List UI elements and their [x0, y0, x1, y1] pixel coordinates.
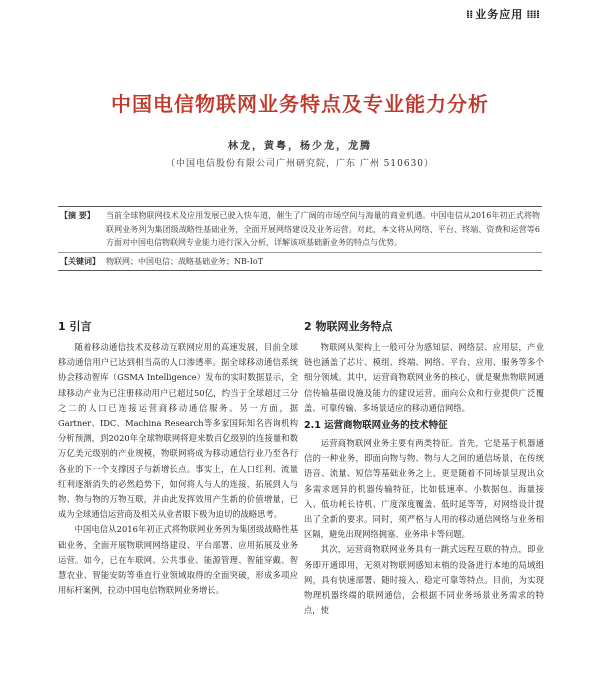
subsection-2-1-heading: 2.1 运营商物联网业务的技术特征	[304, 420, 448, 432]
subsection-2-1-paragraph-2: 其次，运营商物联网业务具有一跳式远程互联的特点，即业务即开通即用，无须对物联网感知末梢的设备进行本地的局域组网，具有快速部署、随时接入、稳定可靠等特点。目前，为实现物理机器终端的联网通信，会根据不同业务场景业务需求的特点，使	[304, 544, 544, 616]
section-1-heading: 1 引言	[58, 320, 92, 333]
right-column	[304, 318, 544, 618]
abstract-label: 【摘 要】	[60, 211, 95, 220]
abstract-text: 当前全球物联网技术及应用发展已驶入快车道，催生了广阔的市场空间与海量的商业机遇。中国电信从2016年初正式将物联网业务列为集团级战略性基础业务，全面开展网络建设及业务运营。对此，本文将从网络、平台、终端、资费和运营等6方面对中国电信物联网专业能力进行深入分析，详解该项基础新业务的特点与优势。	[106, 211, 540, 247]
paper-affiliation: （中国电信股份有限公司广州研究院，广东 广州 510630）	[165, 159, 435, 169]
section-2-paragraph-1: 物联网从架构上一般可分为感知层、网络层、应用层，产业链也涵盖了芯片、模组、终端、网络、平台、应用、服务等多个细分领域。其中，运营商物联网业务的核心，就是聚焦物联网通信传输基础设施及能力的建设运营，面向公众和行业提供广泛覆盖、可靠传输、多场景适应的移动通信网络。	[304, 342, 544, 413]
header-bars-left-icon: ⁞⁞	[465, 8, 473, 21]
paper-authors: 林龙，黄粤，杨少龙，龙腾	[228, 141, 372, 152]
intro-paragraph-2: 中国电信从2016年初正式将物联网业务列为集团级战略性基础业务，全面开展物联网网络建设、平台部署、应用拓展及业务运营。如今，已在车联网、公共事业、能源管理、智能穿戴、智慧农业、智能安防等垂直行业领域取得的全面突破，形成多项应用标杆案例，拉动中国电信物联网业务增长。	[58, 524, 298, 596]
paper-title: 中国电信物联网业务特点及专业能力分析	[111, 92, 489, 116]
abstract-box	[58, 206, 542, 271]
subsection-2-1-paragraph-1: 运营商物联网业务主要有两类特征。首先，它是基于机器通信的一种业务，即面向物与物、物与人之间的通信场景，在传统语音、流量、短信等基础业务之上，更是随着不同场景呈现出众多需求迥异的机器传输特征，比如低速率、小数据包、海量接入、低功耗长待机、广度深度覆盖、低时延等等，对网络设计提出了全新的要求。同时，须严格与人用的移动通信网络与业务相区隔，避免出现网络拥塞、业务串卡等问题。	[304, 438, 544, 540]
header-bars-right-icon: ⁞⁞⁞⁞	[526, 8, 539, 21]
section-2-heading: 2 物联网业务特点	[304, 320, 393, 333]
keywords-row	[58, 252, 542, 271]
abstract-row	[58, 207, 542, 252]
section-header-tag	[463, 6, 542, 22]
left-column	[58, 318, 298, 598]
intro-paragraph-1: 随着移动通信技术及移动互联网应用的高速发展，目前全球移动通信用户已达到相当高的人口渗透率。据全球移动通信系统协会移动智库（GSMA Intelligence）发布的实时数据显示，全球移动产业为已注册移动用户已超过50亿，约当于全球超过三分之二的人口已连接运营商移动通信服务。另一方面，据Gartner、IDC、Machina Research等多家国际知名咨询机构分析预测，到2020年全球物联网将迎来数百亿级别的连接量和数万亿美元级别的产业规模，物联网将成为移动通信行业乃至各行各业的下一个支撑因子与新增长点。事实上，在人口红利、流量红利逐渐消失的必然趋势下，如何将人与人的连接，拓展到人与物、物与物的万物互联，并由此发挥效用产生新的价值增量，已成为全球通信运营商及相关从业者眼下极为迫切的战略思考。	[58, 342, 298, 520]
keywords-label: 【关键词】	[60, 256, 100, 266]
section-label: 业务应用	[475, 8, 524, 21]
keywords-text: 物联网；中国电信；战略基础业务；NB-IoT	[106, 256, 264, 266]
